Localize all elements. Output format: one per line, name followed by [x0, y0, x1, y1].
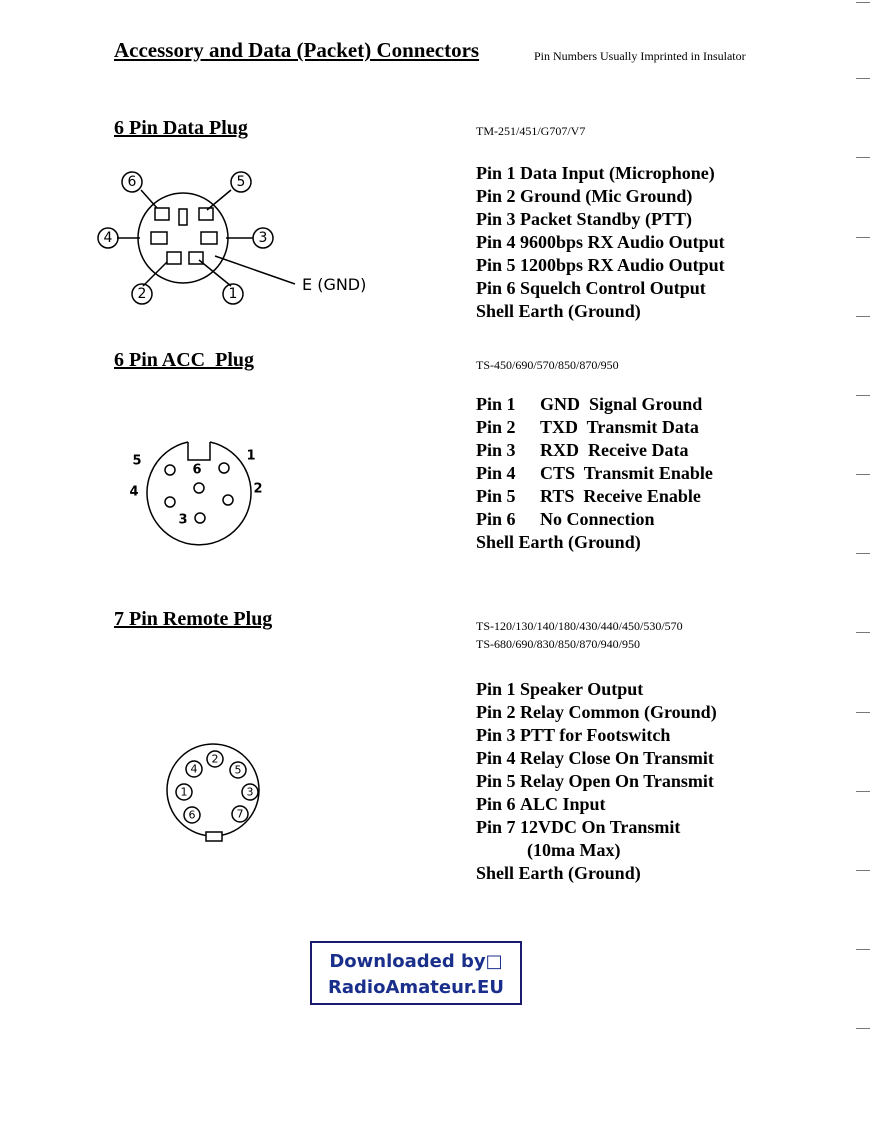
pin-desc: Speaker Output: [520, 679, 644, 699]
pin-label: Shell: [476, 532, 515, 552]
pin-row: [476, 793, 717, 816]
margin-tick: [856, 395, 870, 396]
pin-row: [476, 485, 713, 508]
pin-row: [476, 185, 725, 208]
pin-desc: Relay Open On Transmit: [520, 771, 714, 791]
pin-label: Shell: [476, 301, 515, 321]
pin-desc: Data Input (Microphone): [520, 163, 715, 183]
pin-label: Pin 6: [476, 278, 516, 298]
pin-label-1: 1: [180, 785, 188, 799]
badge-line-1: Downloaded by□: [329, 951, 503, 972]
pin-contact: [201, 232, 217, 244]
margin-tick: [856, 316, 870, 317]
key-slot: [179, 209, 187, 225]
remote-plug-models-line2: TS-680/690/830/850/870/940/950: [476, 637, 641, 651]
pin-label-5: 5: [236, 174, 246, 190]
margin-tick: [856, 949, 870, 950]
pin-row: [476, 747, 717, 770]
pin-label-4: 4: [190, 762, 198, 776]
badge-line-2: RadioAmateur.EU: [328, 977, 504, 998]
pin-label: Pin 3: [476, 440, 516, 460]
pin-desc: No Connection: [540, 509, 655, 529]
page-title: Accessory and Data (Packet) Connectors: [114, 38, 480, 62]
pin-desc: 9600bps RX Audio Output: [520, 232, 725, 252]
pin-desc: (10ma Max): [527, 840, 621, 860]
pin-label: Pin 7: [476, 817, 516, 837]
pin-label-7: 7: [236, 807, 244, 821]
pin-contact: [165, 497, 175, 507]
pin-contact: [223, 495, 233, 505]
pin-label-6: 6: [188, 808, 196, 822]
pin-label: Pin 6: [476, 509, 516, 529]
margin-tick: [856, 553, 870, 554]
pin-label-3: 3: [178, 512, 188, 528]
pin-row: [476, 701, 717, 724]
pin-desc: CTS Transmit Enable: [540, 463, 713, 483]
pin-contact: [165, 465, 175, 475]
pin-label-2: 2: [137, 286, 147, 302]
pin-label: Pin 5: [476, 255, 516, 275]
pin-row: [476, 816, 717, 839]
pin-label-3: 3: [258, 230, 268, 246]
pin-row: [476, 531, 713, 554]
remote-plug-models-line1: TS-120/130/140/180/430/440/450/530/570: [476, 619, 683, 633]
pin-row: [476, 208, 725, 231]
data-plug-pin-list: [476, 162, 725, 323]
pin-label: Pin 1: [476, 679, 516, 699]
pin-row: [476, 724, 717, 747]
pin-label: Pin 3: [476, 209, 516, 229]
remote-plug-pin-list: [476, 678, 717, 885]
pin-label: Pin 3: [476, 725, 516, 745]
pin-desc: Ground (Mic Ground): [520, 186, 693, 206]
pin-label-1: 1: [246, 448, 256, 464]
pin-label: Pin 2: [476, 186, 516, 206]
pin-row: [476, 839, 717, 862]
pin-row: [476, 462, 713, 485]
data-plug-models: TM-251/451/G707/V7: [476, 124, 586, 138]
pin-row: [476, 439, 713, 462]
pin-contact: [199, 208, 213, 220]
pin-desc: ALC Input: [520, 794, 606, 814]
pin-desc: Squelch Control Output: [520, 278, 706, 298]
pin-row: [476, 770, 717, 793]
data-plug-diagram: [95, 160, 395, 310]
pin-desc: RTS Receive Enable: [540, 486, 701, 506]
margin-tick: [856, 2, 870, 3]
pin-desc: RXD Receive Data: [540, 440, 689, 460]
pin-row: [476, 254, 725, 277]
pin-label: Pin 4: [476, 463, 516, 483]
download-badge: [310, 941, 522, 1005]
pin-contact: [155, 208, 169, 220]
acc-plug-models: TS-450/690/570/850/870/950: [476, 358, 619, 372]
margin-tick: [856, 712, 870, 713]
pin-desc: Earth (Ground): [518, 532, 641, 552]
margin-tick: [856, 1028, 870, 1029]
margin-tick: [856, 157, 870, 158]
pin-label-1: 1: [228, 286, 238, 302]
pin-label-4: 4: [103, 230, 113, 246]
pin-label: Pin 1: [476, 394, 516, 414]
pin-label: Pin 4: [476, 232, 516, 252]
acc-plug-diagram: [120, 432, 280, 552]
pin-desc: TXD Transmit Data: [540, 417, 699, 437]
pin-contact: [151, 232, 167, 244]
pin-label: Pin 5: [476, 486, 516, 506]
margin-tick: [856, 237, 870, 238]
pin-label: Pin 1: [476, 163, 516, 183]
margin-tick: [856, 791, 870, 792]
pin-desc: Packet Standby (PTT): [520, 209, 693, 229]
key-notch: [206, 832, 222, 841]
acc-plug-heading: 6 Pin ACC Plug: [114, 349, 255, 371]
acc-plug-pin-list: [476, 393, 713, 554]
remote-plug-heading: 7 Pin Remote Plug: [114, 608, 273, 630]
pin-row: [476, 300, 725, 323]
pin-row: [476, 277, 725, 300]
pin-label: Pin 2: [476, 417, 516, 437]
pin-label-6: 6: [127, 174, 137, 190]
margin-tick: [856, 78, 870, 79]
pin-row: [476, 162, 725, 185]
pin-row: [476, 393, 713, 416]
pin-label: Pin 4: [476, 748, 516, 768]
pin-label-4: 4: [129, 484, 139, 500]
pin-contact: [219, 463, 229, 473]
ground-label: E (GND): [302, 275, 367, 294]
pin-row: [476, 231, 725, 254]
pin-label: Pin 6: [476, 794, 516, 814]
pin-desc: PTT for Footswitch: [520, 725, 671, 745]
pin-label: Shell: [476, 863, 515, 883]
margin-tick: [856, 632, 870, 633]
pin-desc: Relay Close On Transmit: [520, 748, 714, 768]
pin-row: [476, 862, 717, 885]
pin-row: [476, 508, 713, 531]
margin-tick: [856, 474, 870, 475]
pin-label-6: 6: [192, 462, 202, 478]
pin-desc: Earth (Ground): [518, 863, 641, 883]
remote-plug-diagram: [158, 738, 278, 848]
pin-label-5: 5: [234, 763, 242, 777]
pin-label-2: 2: [211, 752, 219, 766]
pin-row: [476, 678, 717, 701]
pin-label-3: 3: [246, 785, 254, 799]
pin-desc: Relay Common (Ground): [520, 702, 717, 722]
pin-row: [476, 416, 713, 439]
page-subtitle: Pin Numbers Usually Imprinted in Insulator: [534, 49, 746, 63]
pin-desc: Earth (Ground): [518, 301, 641, 321]
pin-label: Pin 2: [476, 702, 516, 722]
pin-label-5: 5: [132, 453, 142, 469]
pin-contact: [195, 513, 205, 523]
data-plug-heading: 6 Pin Data Plug: [114, 117, 248, 139]
pin-label-2: 2: [253, 481, 263, 497]
pin-contact: [194, 483, 204, 493]
pin-contact: [167, 252, 181, 264]
pin-desc: GND Signal Ground: [540, 394, 703, 414]
pin-desc: 12VDC On Transmit: [520, 817, 681, 837]
pin-desc: 1200bps RX Audio Output: [520, 255, 725, 275]
margin-tick: [856, 870, 870, 871]
pin-label: Pin 5: [476, 771, 516, 791]
